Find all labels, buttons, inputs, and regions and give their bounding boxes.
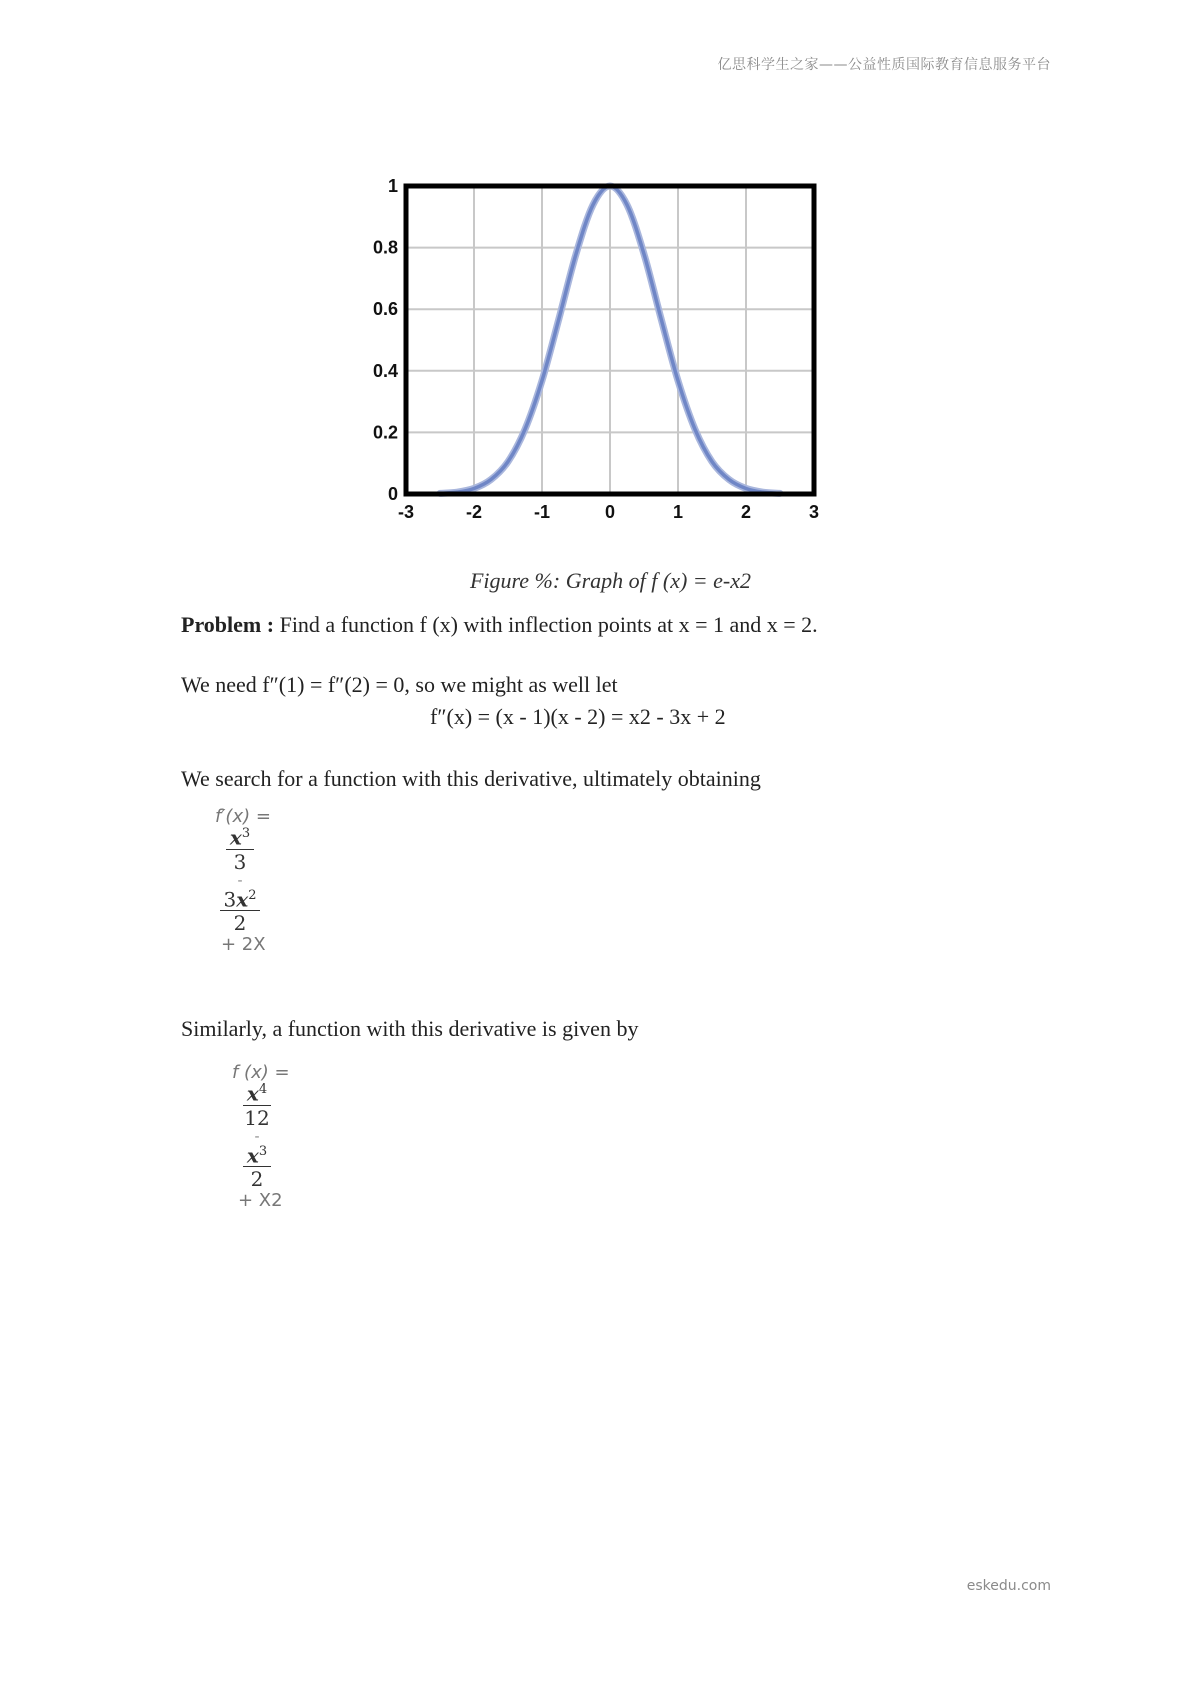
y-tick-label: 0 [387,484,398,504]
x-tick-label: 0 [604,502,616,522]
formula2-term2 [232,1145,282,1191]
figure-caption [0,568,1191,594]
y-tick-label: 1 [387,176,398,196]
antiderivative-formula-2 [232,1062,290,1211]
formula1-tail: + 2X [221,934,266,956]
step3-text: Similarly, a function with this derivative is given by [181,1016,639,1041]
y-tick-label: 0.4 [372,360,398,381]
formula2-lhs: f (x) = [232,1062,290,1083]
x-tick-label: 1 [672,502,684,522]
y-axis-ticks [373,176,398,504]
formula1-term2 [215,889,265,935]
problem-statement [181,612,818,638]
gaussian-chart [360,170,830,530]
formula1-term2-denominator: 2 [233,911,247,936]
formula1-term2-numerator: $3x^2$ [220,889,261,912]
step2-text: We search for a function with this derivative, ultimately obtaining [181,766,761,791]
formula1-minus: - [237,872,243,889]
formula2-minus: - [254,1128,260,1145]
x-tick-label: -2 [465,502,483,522]
y-tick-label: 0.6 [372,299,398,320]
chart-grid [406,186,814,494]
x-tick-label: 2 [740,502,752,522]
formula2-term1-denominator: 12 [244,1105,270,1130]
x-tick-label: 3 [808,502,820,522]
y-tick-label: 0.2 [372,422,398,443]
formula2-term1-numerator: $x^4$ [243,1083,271,1106]
formula1-term1-numerator: $x^3$ [226,827,254,850]
formula1-term1 [215,827,265,873]
formula2-term1 [232,1083,282,1129]
formula1-term1-denominator: 3 [233,849,247,874]
figure-caption-text: Figure %: Graph of f (x) = e-x2 [469,568,751,593]
formula2-tail: + X2 [238,1190,283,1212]
formula2-term2-numerator: $x^3$ [243,1145,271,1168]
y-tick-label: 0.8 [372,237,398,258]
step1-equation: f″(x) = (x - 1)(x - 2) = x2 - 3x + 2 [430,704,726,729]
site-header-title: 亿思科学生之家——公益性质国际教育信息服务平台 [717,57,1051,73]
antiderivative-formula-1 [215,806,271,955]
formula2-term2-denominator: 2 [250,1167,264,1192]
problem-text: Find a function f (x) with inflection points at x = 1 and x = 2. [274,612,818,637]
step1-text: We need f″(1) = f″(2) = 0, so we might as well let [181,672,618,697]
formula1-lhs: f′(x) = [215,806,271,827]
x-axis-ticks [398,502,819,522]
problem-label: Problem : [181,612,275,637]
x-tick-label: -3 [397,502,415,522]
x-tick-label: -1 [533,502,551,522]
site-footer-domain: eskedu.com [966,1578,1051,1594]
